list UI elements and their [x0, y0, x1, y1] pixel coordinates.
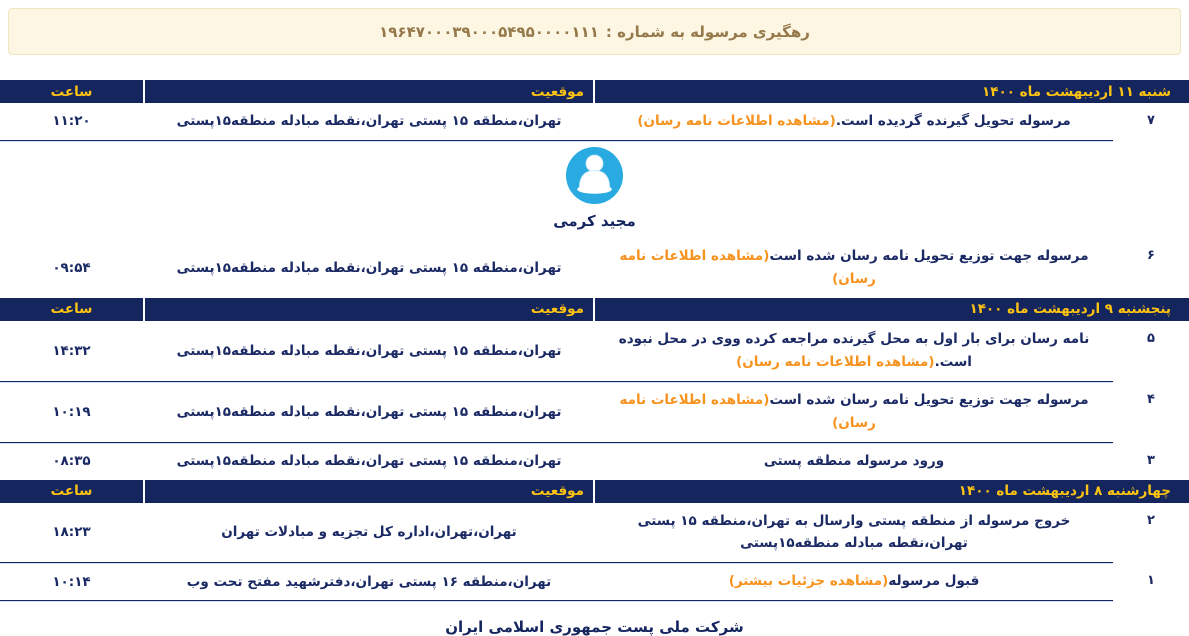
status-text: مرسوله جهت توزیع تحویل نامه رسان شده است [769, 391, 1089, 408]
time-cell: ۱۱:۲۰ [52, 113, 91, 130]
row-number: ۷ [1147, 113, 1155, 128]
status-cell [595, 238, 1113, 298]
status-text: خروج مرسوله از منطقه پستی وارسال به تهران،منطقه ۱۵ پستی تهران،نقطه مبادله منطقه۱۵پستی [637, 512, 1071, 552]
time-column-header: ساعت [50, 83, 93, 100]
location-cell: تهران،منطقه ۱۵ پستی تهران،نقطه مبادله منطقه۱۵پستی [176, 342, 562, 359]
section-rows [0, 503, 1189, 602]
time-cell: ۱۰:۱۹ [52, 403, 91, 420]
status-cell [595, 443, 1113, 480]
time-cell: ۱۸:۲۳ [52, 524, 91, 541]
table-row [0, 103, 1189, 141]
date-label: شنبه ۱۱ اردیبهشت ماه ۱۴۰۰ [982, 83, 1171, 100]
section-header [0, 80, 1189, 103]
time-cell: ۱۴:۳۲ [52, 342, 91, 359]
table-row [0, 503, 1189, 564]
row-number: ۵ [1147, 330, 1155, 346]
location-cell: تهران،منطقه ۱۵ پستی تهران،نقطه مبادله منطقه۱۵پستی [176, 113, 562, 130]
location-column-header: موقعیت [143, 298, 595, 321]
status-cell [595, 382, 1113, 442]
location-cell: تهران،منطقه ۱۵ پستی تهران،نقطه مبادله منطقه۱۵پستی [176, 403, 562, 420]
status-text: مرسوله جهت توزیع تحویل نامه رسان شده است [769, 247, 1089, 264]
status-text: مرسوله تحویل گیرنده گردیده است. [835, 113, 1071, 129]
status-cell [595, 321, 1113, 381]
section-header [0, 298, 1189, 321]
location-column-header: موقعیت [143, 80, 595, 103]
table-row [0, 563, 1189, 601]
status-link[interactable]: (مشاهده اطلاعات نامه رسان) [619, 391, 876, 431]
table-row [0, 443, 1189, 480]
status-link[interactable]: (مشاهده اطلاعات نامه رسان) [736, 353, 935, 370]
location-cell: تهران،منطقه ۱۵ پستی تهران،نقطه مبادله منطقه۱۵پستی [176, 259, 562, 276]
date-label: پنجشنبه ۹ اردیبهشت ماه ۱۴۰۰ [969, 301, 1171, 318]
time-cell: ۰۹:۵۴ [52, 259, 91, 276]
status-text: ورود مرسوله منطقه پستی [763, 452, 945, 469]
table-row [0, 321, 1189, 382]
status-cell [595, 503, 1113, 563]
table-row [0, 382, 1189, 443]
courier-name: مجید کرمی [553, 211, 636, 230]
location-column-header: موقعیت [143, 480, 595, 503]
footer-company-name: شرکت ملی پست جمهوری اسلامی ایران [445, 618, 744, 636]
date-label: چهارشنبه ۸ اردیبهشت ماه ۱۴۰۰ [958, 483, 1171, 499]
location-cell: تهران،منطقه ۱۵ پستی تهران،نقطه مبادله منطقه۱۵پستی [176, 453, 562, 470]
status-text: قبول مرسوله [888, 573, 980, 590]
tracking-banner-label: رهگیری مرسوله به شماره : [605, 22, 810, 41]
section-rows [0, 321, 1189, 480]
status-text: نامه رسان برای بار اول به محل گیرنده مراجعه کرده ووی در محل نبوده است. [618, 330, 1090, 370]
time-cell: ۰۸:۳۵ [52, 453, 91, 470]
row-number: ۱ [1147, 573, 1155, 589]
row-number: ۲ [1147, 512, 1155, 528]
location-cell: تهران،تهران،اداره کل تجزیه و مبادلات تهران [221, 524, 517, 541]
time-column-header: ساعت [50, 483, 93, 499]
row-number: ۶ [1147, 247, 1155, 263]
tracking-section [0, 80, 1189, 298]
tracking-section [0, 480, 1189, 602]
status-link[interactable]: (مشاهده جزئیات بیشتر) [728, 573, 889, 590]
tracking-number: ۱۹۶۴۷۰۰۰۳۹۰۰۰۵۴۹۵۰۰۰۰۱۱۱ [379, 22, 599, 41]
section-rows [0, 103, 1189, 298]
row-number: ۴ [1147, 391, 1155, 407]
section-header [0, 480, 1189, 503]
status-cell [595, 563, 1113, 600]
status-cell [595, 103, 1113, 140]
status-link[interactable]: (مشاهده اطلاعات نامه رسان) [619, 247, 876, 287]
status-link[interactable]: (مشاهده اطلاعات نامه رسان) [637, 113, 836, 129]
courier-block [0, 141, 1189, 238]
tracking-page [0, 8, 1189, 636]
tracking-section [0, 298, 1189, 480]
postman-avatar-icon [566, 147, 623, 208]
time-cell: ۱۰:۱۴ [52, 573, 91, 590]
table-row [0, 238, 1189, 298]
row-number: ۳ [1147, 452, 1155, 468]
tracking-banner [8, 8, 1181, 55]
tracking-table [0, 80, 1189, 601]
time-column-header: ساعت [50, 301, 93, 318]
location-cell: تهران،منطقه ۱۶ پستی تهران،دفترشهید مفتح تحت وب [186, 573, 552, 590]
